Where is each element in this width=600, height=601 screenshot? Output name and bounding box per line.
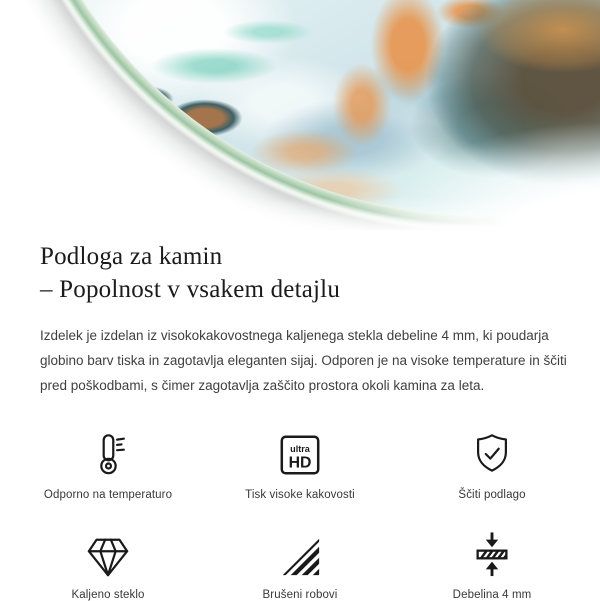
ultra-hd-icon-text-bottom: HD	[289, 454, 312, 471]
feature-grid	[12, 428, 588, 601]
page-title-line2: – Popolnost v vsakem detajlu	[40, 273, 560, 306]
thickness-icon	[469, 528, 515, 578]
feature-temperature	[12, 428, 204, 501]
feature-polished-edges	[204, 528, 396, 601]
feature-label: Odporno na temperaturo	[44, 489, 172, 501]
sparkle-glint-icon	[0, 0, 32, 32]
feature-label: Ščiti podlago	[458, 489, 525, 501]
product-description: Izdelek je izdelan iz visokokakovostnega kaljenega stekla debeline 4 mm, ki poudarja globino barv tiska in zagotavlja eleganten sijaj. Odporen je na visoke temperature in ščiti pred poškodbami, s čimer zagotavlja zaščito prostora okoli kamina za leta.	[40, 323, 567, 398]
shield-check-icon	[469, 428, 515, 478]
beveled-edges-icon	[278, 528, 322, 578]
diamond-icon	[85, 528, 131, 578]
feature-label: Debelina 4 mm	[453, 589, 532, 601]
feature-thickness	[396, 528, 588, 601]
product-photo	[0, 0, 600, 230]
feature-protects-surface	[396, 428, 588, 501]
page-title	[40, 240, 560, 306]
ultra-hd-icon	[277, 428, 323, 478]
photo-white-fade	[0, 0, 600, 230]
thermometer-icon	[85, 428, 131, 478]
feature-print-quality	[204, 428, 396, 501]
feature-label: Tisk visoke kakovosti	[245, 489, 355, 501]
feature-label: Brušeni robovi	[263, 589, 338, 601]
feature-tempered-glass	[12, 528, 204, 601]
feature-label: Kaljeno steklo	[72, 589, 145, 601]
page-title-line1: Podloga za kamin	[40, 240, 560, 273]
ultra-hd-icon-text-top: ultra	[290, 444, 311, 454]
